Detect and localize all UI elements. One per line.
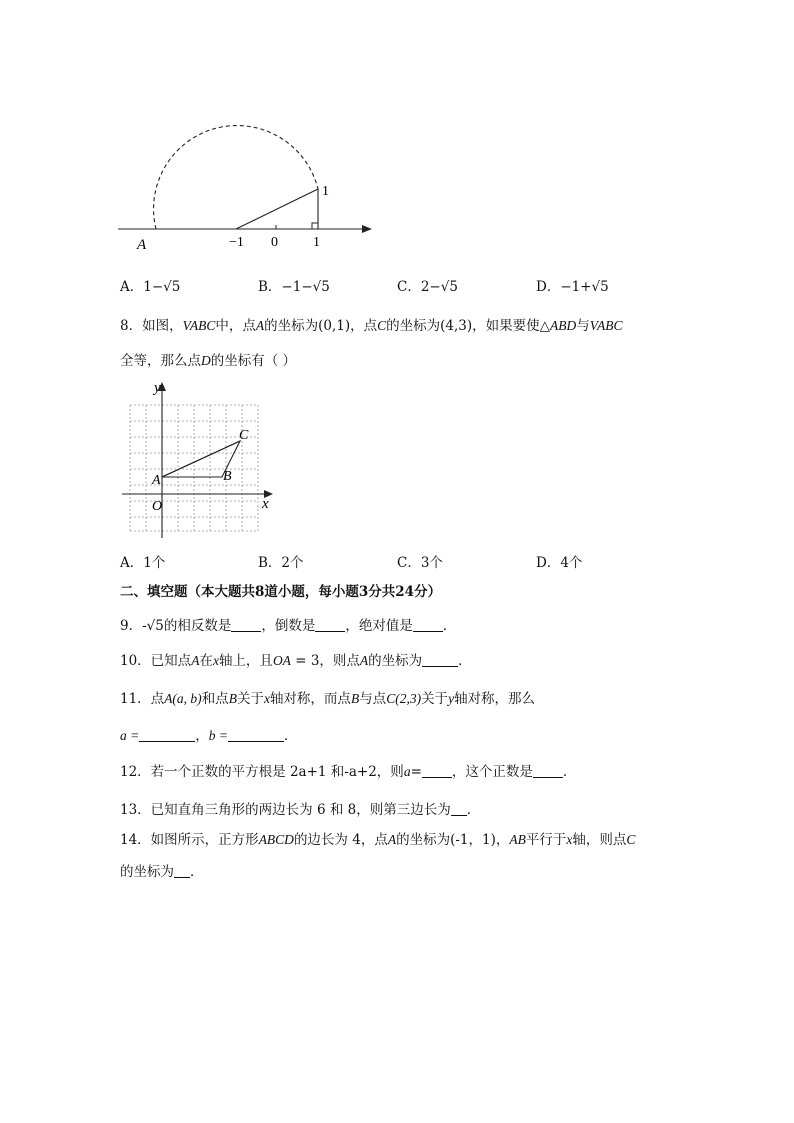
section-2-title: 二、填空题（本大题共8道小题，每小题3分共24分）: [120, 584, 442, 600]
q7-option-c: C．2−√5: [397, 279, 458, 295]
q10-end: ．: [458, 653, 472, 669]
label-c: C: [239, 428, 249, 443]
q9-end: ．: [442, 618, 457, 634]
q14-sq: ABCD: [258, 832, 294, 847]
q9-text1: 的相反数是: [163, 618, 232, 634]
q8-mid3: ，点: [350, 318, 378, 334]
q14-line-2: [120, 863, 204, 881]
tick-label-neg1: −1: [229, 235, 244, 250]
q11-text5: 与点: [359, 691, 387, 707]
q9: [120, 617, 456, 635]
q14-line-1: [120, 831, 635, 849]
q9-blank-2[interactable]: [315, 617, 345, 632]
q10: [120, 652, 472, 670]
dashed-arc: [154, 126, 318, 229]
number-line-figure: [110, 95, 380, 255]
q13-text: 13．已知直角三角形的两边长为 6 和 8，则第三边长为: [120, 802, 451, 818]
q9-prefix: 9．: [120, 618, 143, 634]
q11-text6: 关于: [421, 691, 449, 707]
q8-mid2: 的坐标为: [264, 318, 319, 334]
q9-text3: ，绝对值是: [345, 618, 413, 634]
q10-text2: 在: [199, 653, 213, 669]
q11-end: ．: [284, 728, 298, 744]
q11-pc: C(2,3): [386, 691, 422, 706]
q12-var: a: [403, 764, 411, 779]
q12-text1: 12．若一个正数的平方根是 2a+1 和-a+2，则: [120, 764, 404, 780]
q8-tri1: VABC: [182, 318, 216, 333]
q11-sep: ，: [195, 728, 209, 744]
q11-blank-b[interactable]: [228, 727, 284, 742]
q12-blank-1[interactable]: [422, 763, 452, 778]
q8-mid5: ，如果要使△: [472, 318, 551, 334]
q8-option-d: D．4个: [536, 555, 583, 571]
q11-blank-a[interactable]: [139, 727, 195, 742]
q8-pt-d: D: [201, 353, 211, 368]
q11-text7: 轴对称，那么: [454, 691, 536, 707]
q7-option-b: B．−1−√5: [258, 279, 330, 295]
q8-line2-a: 全等，那么点: [120, 353, 201, 369]
q8-mid6: 与: [576, 318, 590, 334]
q11-text3: 关于: [236, 691, 264, 707]
q8-option-c: C．3个: [397, 555, 443, 571]
q9-blank-1[interactable]: [231, 617, 261, 632]
q10-blank[interactable]: [422, 652, 458, 667]
q14-line2: 的坐标为: [120, 864, 174, 880]
label-one-top: 1: [322, 184, 329, 199]
grid-lines: [130, 405, 258, 531]
q14-pc: C: [626, 832, 636, 847]
label-b: B: [223, 469, 232, 484]
q11-ay: y: [448, 691, 455, 706]
q8-line2-b: 的坐标有（ ）: [210, 353, 297, 369]
tick-label-0: 0: [271, 235, 278, 250]
q11-b-eq: b =: [208, 728, 228, 743]
q10-eq: = 3，则点: [290, 653, 360, 669]
q10-pt2: A: [359, 653, 369, 668]
q7-option-d: D．−1+√5: [536, 279, 609, 295]
q10-text3: 轴上，且: [218, 653, 273, 669]
q8-mid1: 中，点: [215, 318, 256, 334]
q14-end: ．: [190, 864, 204, 880]
q11-line-1: [120, 690, 535, 708]
q11-text2: 和点: [201, 691, 229, 707]
q14-text2: 的边长为 4，点: [293, 832, 388, 848]
q11-line-2: [120, 727, 298, 745]
q14-ab: AB: [509, 832, 526, 847]
q8-coord-a: (0,1): [318, 318, 351, 334]
label-o: O: [152, 499, 163, 514]
q14-pa: A: [387, 832, 397, 847]
hypotenuse: [236, 189, 318, 229]
q12-blank-2[interactable]: [533, 763, 563, 778]
right-angle-mark: [312, 223, 318, 229]
q8-mid4: 的坐标为: [386, 318, 441, 334]
q14-text4: 平行于: [525, 832, 567, 848]
label-y: y: [154, 380, 161, 396]
q11-text1: 11．点: [120, 691, 165, 707]
q8-line-1: [120, 317, 623, 335]
q8-pt-a: A: [255, 318, 265, 333]
q10-text1: 10．已知点: [120, 653, 192, 669]
q8-tri2: ABD: [550, 318, 577, 333]
tick-label-1: 1: [313, 235, 320, 250]
q13: [120, 801, 480, 819]
q14-ax: x: [566, 832, 573, 847]
label-a: A: [137, 237, 147, 253]
q7-option-a: A．1−√5: [120, 279, 181, 295]
label-x: x: [262, 496, 269, 512]
q8-tri3: VABC: [589, 318, 623, 333]
q10-oa: OA: [272, 653, 291, 668]
q8-option-a: A．1个: [120, 555, 166, 571]
q10-pt: A: [191, 653, 200, 668]
q11-ax: x: [263, 691, 270, 706]
label-a: A: [152, 473, 161, 488]
q11-text4: 轴对称，而点: [269, 691, 351, 707]
q11-pb2: B: [350, 691, 360, 706]
q12: [120, 763, 576, 781]
q11-pb: B: [228, 691, 237, 706]
q8-prefix: 8．如图，: [120, 318, 183, 334]
q8-coord-c: (4,3): [440, 318, 473, 334]
q11-a-eq: a =: [120, 728, 140, 743]
q12-end: ．: [562, 764, 577, 780]
q14-text5: 轴，则点: [572, 832, 627, 848]
grid-figure: [118, 378, 278, 538]
q12-text3: ，这个正数是: [451, 764, 533, 780]
q9-blank-3[interactable]: [413, 617, 443, 632]
q10-text4: 的坐标为: [368, 653, 423, 669]
q8-pt-c: C: [377, 318, 387, 333]
axis-arrow: [362, 225, 372, 233]
q14-text3: 的坐标为(-1，1)，: [396, 832, 510, 848]
q13-end: ．: [466, 802, 481, 818]
q8-line-2: [120, 352, 296, 370]
q11-pa: A(a, b): [164, 691, 202, 706]
q9-expr: -√5: [142, 618, 164, 634]
q10-axis: x: [212, 653, 219, 668]
q13-blank[interactable]: [451, 801, 467, 816]
q8-option-b: B．2个: [258, 555, 304, 571]
q14-line1: 14．如图所示，正方形: [120, 832, 259, 848]
q14-blank[interactable]: [174, 863, 190, 878]
q12-text2: =: [410, 764, 422, 780]
q9-text2: ，倒数是: [261, 618, 316, 634]
